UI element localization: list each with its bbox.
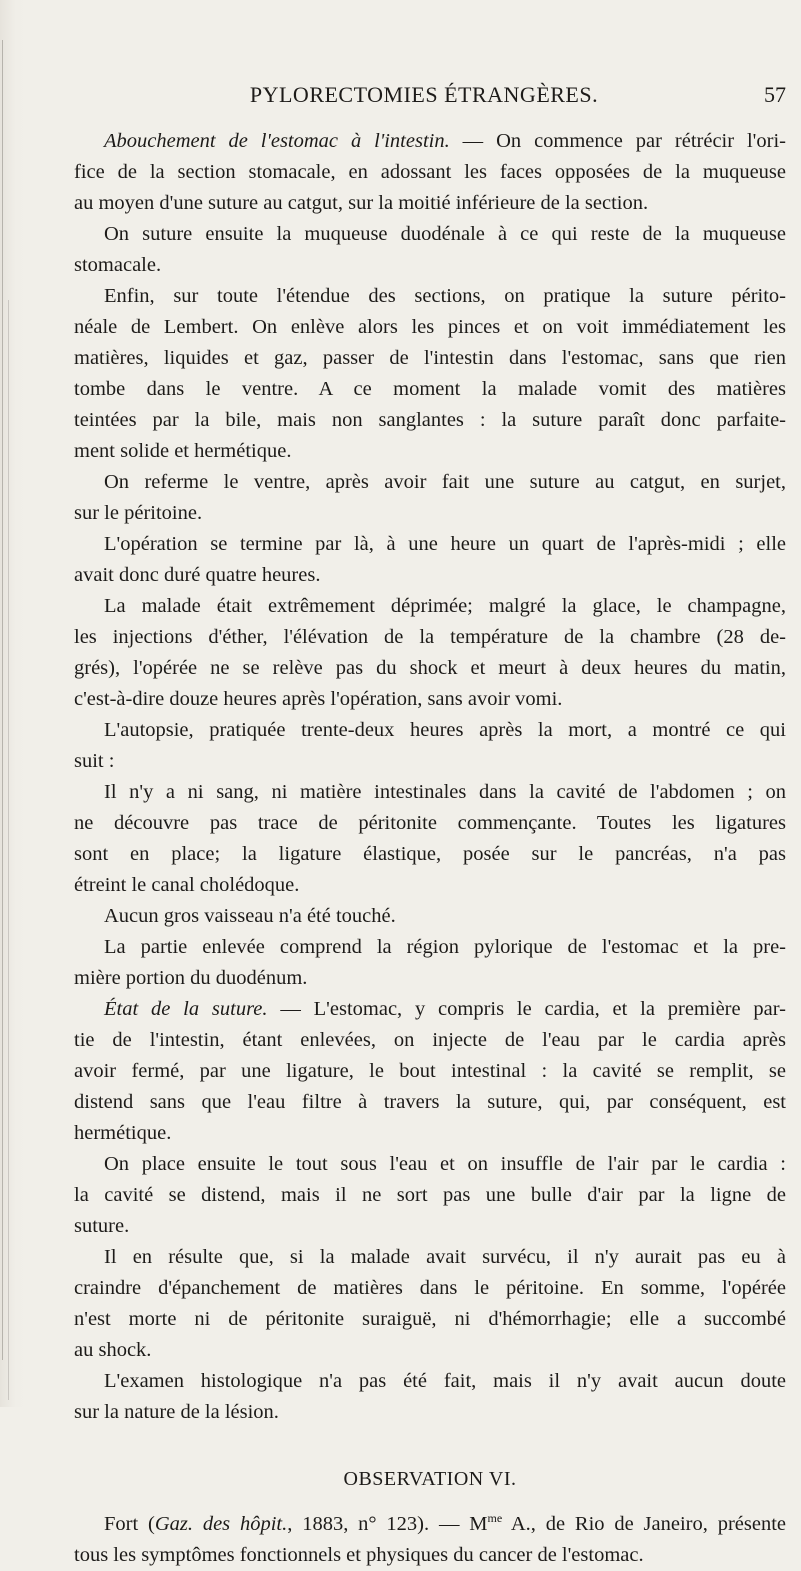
text-line: hermétique.	[74, 1122, 172, 1144]
observation-title: OBSERVATION VI.	[343, 1468, 517, 1490]
text-line: matières, liquides et gaz, passer de l'intestin dans l'estomac, sans que rien	[74, 347, 786, 369]
text-line: n'est morte ni de péritonite suraiguë, ni d'hémorrhagie; elle a succombé	[74, 1308, 786, 1330]
text-line: Aucun gros vaisseau n'a été touché.	[104, 905, 396, 927]
text-span: A., de Rio de Janeiro, présente	[502, 1513, 786, 1535]
section-heading: Abouchement de l'estomac à l'intestin.	[104, 130, 450, 152]
section-heading: État de la suture.	[104, 998, 268, 1020]
binding-gutter	[0, 0, 26, 1407]
gutter-shadow-line	[8, 300, 9, 1400]
text-line	[74, 1509, 786, 1540]
text-line: mière portion du duodénum.	[74, 967, 308, 989]
text-line: sur la nature de la lésion.	[74, 1401, 279, 1423]
superscript: me	[487, 1511, 503, 1526]
spacer	[74, 1428, 786, 1464]
text-line: suit :	[74, 750, 115, 772]
text-line: avoir fermé, par une ligature, le bout intestinal : la cavité se remplit, se	[74, 1060, 786, 1082]
text-line: la cavité se distend, mais il ne sort pas une bulle d'air par la ligne de	[74, 1184, 786, 1206]
text-line: L'opération se termine par là, à une heure un quart de l'après-midi ; elle	[104, 533, 786, 555]
text-line: stomacale.	[74, 254, 162, 276]
text-line: distend sans que l'eau filtre à travers la suture, qui, par conséquent, est	[74, 1091, 786, 1113]
text-line: sur le péritoine.	[74, 502, 203, 524]
text-line: On referme le ventre, après avoir fait une suture au catgut, en surjet,	[104, 471, 786, 493]
text-span: — L'estomac, y compris le cardia, et la première par-	[267, 998, 786, 1020]
text-line: au shock.	[74, 1339, 152, 1361]
body-text	[74, 126, 786, 1571]
spacer	[74, 1495, 786, 1509]
text-line: Enfin, sur toute l'étendue des sections, on pratique la suture périto-	[104, 285, 786, 307]
text-line: tous les symptômes fonctionnels et physiques du cancer de l'estomac.	[74, 1544, 644, 1566]
text-line: ne découvre pas trace de péritonite commençante. Toutes les ligatures	[74, 812, 786, 834]
text-line: L'examen histologique n'a pas été fait, mais il n'y avait aucun doute	[104, 1370, 786, 1392]
text-line: sont en place; la ligature élastique, posée sur le pancréas, n'a pas	[74, 843, 786, 865]
text-line: L'autopsie, pratiquée trente-deux heures après la mort, a montré ce qui	[104, 719, 786, 741]
text-line: tombe dans le ventre. A ce moment la malade vomit des matières	[74, 378, 786, 400]
running-title: PYLORECTOMIES ÉTRANGÈRES.	[249, 82, 599, 107]
text-span: , 1883, n° 123). — M	[287, 1513, 488, 1535]
text-span: (	[148, 1513, 155, 1535]
text-line: La partie enlevée comprend la région pylorique de l'estomac et la pre-	[104, 936, 786, 958]
text-line: suture.	[74, 1215, 130, 1237]
text-line: grés), l'opérée ne se relève pas du shock et meurt à deux heures du matin,	[74, 657, 786, 679]
page-header	[62, 82, 786, 112]
text-line: tie de l'intestin, étant enlevées, on injecte de l'eau par le cardia après	[74, 1029, 786, 1051]
text-line: au moyen d'une suture au catgut, sur la moitié inférieure de la section.	[74, 192, 649, 214]
text-line: craindre d'épanchement de matières dans le péritoine. En somme, l'opérée	[74, 1277, 786, 1299]
text-line: La malade était extrêmement déprimée; malgré la glace, le champagne,	[104, 595, 786, 617]
text-line: avait donc duré quatre heures.	[74, 564, 321, 586]
text-line: ment solide et hermétique.	[74, 440, 292, 462]
text-line: c'est-à-dire douze heures après l'opération, sans avoir vomi.	[74, 688, 563, 710]
text-line	[74, 994, 786, 1025]
text-line: On suture ensuite la muqueuse duodénale à ce qui reste de la muqueuse	[104, 223, 786, 245]
text-line: néale de Lembert. On enlève alors les pinces et on voit immédiatement les	[74, 316, 786, 338]
journal-title: Gaz. des hôpit.	[154, 1513, 288, 1535]
text-line: teintées par la bile, mais non sanglantes : la suture paraît donc parfaite-	[74, 409, 786, 431]
text-line: On place ensuite le tout sous l'eau et on insuffle de l'air par le cardia :	[104, 1153, 786, 1175]
text-line	[74, 126, 786, 157]
gutter-shadow-line	[2, 40, 3, 1360]
page-number: 57	[764, 82, 786, 107]
text-line: Il en résulte que, si la malade avait survécu, il n'y aurait pas eu à	[104, 1246, 786, 1268]
text-line: fice de la section stomacale, en adossant les faces opposées de la muqueuse	[74, 161, 786, 183]
text-span: — On commence par rétrécir l'ori-	[449, 130, 786, 152]
observation-author: Fort	[104, 1513, 139, 1535]
text-line: les injections d'éther, l'élévation de la température de la chambre (28 de-	[74, 626, 786, 648]
text-line: étreint le canal cholédoque.	[74, 874, 300, 896]
text-line: Il n'y a ni sang, ni matière intestinales dans la cavité de l'abdomen ; on	[104, 781, 786, 803]
